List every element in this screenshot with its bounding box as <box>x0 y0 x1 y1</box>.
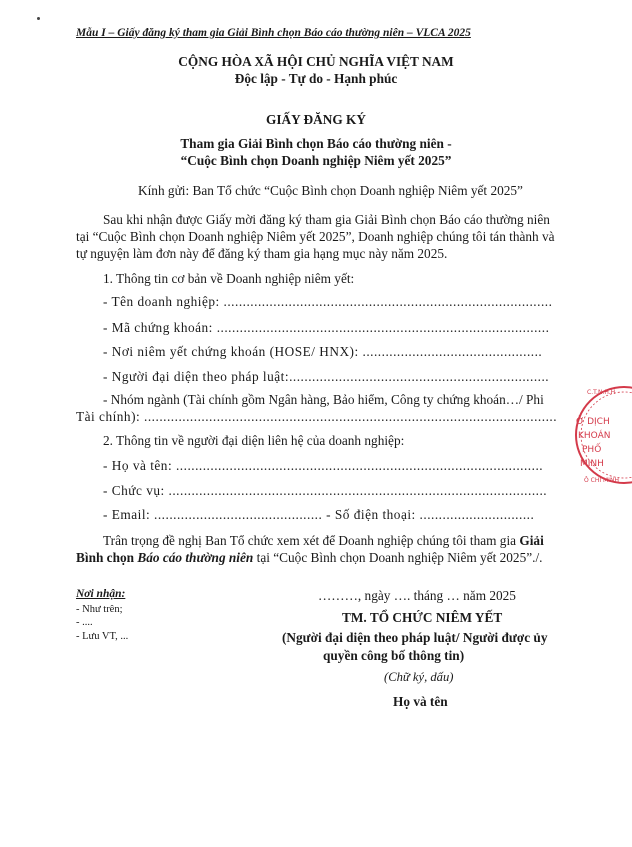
field-stock-code: - Mã chứng khoán: ....................................................................................... <box>103 320 550 335</box>
stamp-line: MINH <box>580 459 604 469</box>
field-contact-name: - Họ và tên: ................................................................................................ <box>103 458 544 473</box>
intro-line-1: Sau khi nhận được Giấy mời đăng ký tham gia Giải Bình chọn Báo cáo thường niên <box>103 212 550 227</box>
subtitle-line-2: “Cuộc Bình chọn Doanh nghiệp Niêm yết 2025” <box>180 153 452 168</box>
stamp-line: PHỐ <box>582 445 602 455</box>
recipient-item: - Lưu VT, ... <box>76 631 129 642</box>
closing-bold-italic: Báo cáo thường niên <box>137 550 254 565</box>
closing-text: Trân trọng đề nghị Ban Tổ chức xem xét để Doanh nghiệp chúng tôi tham gia <box>103 533 520 548</box>
name-label: Họ và tên <box>393 694 448 709</box>
svg-text:C.T.N.H.H: C.T.N.H.H <box>587 389 616 396</box>
closing-bold-2: Bình chọn <box>76 550 138 565</box>
signer-role-line-2: quyền công bố thông tin) <box>323 648 465 663</box>
date-line: ………, ngày …. tháng … năm 2025 <box>318 588 516 603</box>
field-industry-line-1: - Nhóm ngành (Tài chính gồm Ngân hàng, Bảo hiểm, Công ty chứng khoán…/ Phi <box>103 392 544 407</box>
form-header: Mẫu I – Giấy đăng ký tham gia Giải Bình chọn Báo cáo thường niên – VLCA 2025 <box>76 27 471 39</box>
addressee: Kính gửi: Ban Tổ chức “Cuộc Bình chọn Doanh nghiệp Niêm yết 2025” <box>138 183 523 198</box>
closing-line-1 <box>103 533 544 549</box>
company-seal-stamp <box>574 380 632 490</box>
signer-title: TM. TỔ CHỨC NIÊM YẾT <box>342 610 503 625</box>
intro-line-3: tự nguyện làm đơn này để đăng ký tham gia hạng mục này năm 2025. <box>76 246 448 261</box>
field-email-phone: - Email: ............................................ - Số điện thoại: .............................. <box>103 507 535 522</box>
document-title: GIẤY ĐĂNG KÝ <box>266 112 366 127</box>
nation-title: CỘNG HÒA XÃ HỘI CHỦ NGHĨA VIỆT NAM <box>178 54 454 69</box>
signer-role-line-1: (Người đại diện theo pháp luật/ Người được ủy <box>282 630 548 645</box>
signature-note: (Chữ ký, dấu) <box>384 670 454 684</box>
field-legal-rep: - Người đại diện theo pháp luật:.................................................................... <box>103 369 550 384</box>
recipient-item: - Như trên; <box>76 604 123 615</box>
stamp-line: KHOÁN <box>578 431 611 441</box>
field-company-name: - Tên doanh nghiệp: ...................................................................................... <box>103 294 553 309</box>
scan-dot <box>37 17 40 20</box>
svg-text:Ô CHÍ MINH: Ô CHÍ MINH <box>584 477 619 484</box>
motto: Độc lập - Tự do - Hạnh phúc <box>234 71 398 86</box>
closing-text-2: tại “Cuộc Bình chọn Doanh nghiệp Niêm yết 2025”./. <box>253 550 543 565</box>
field-exchange: - Nơi niêm yết chứng khoán (HOSE/ HNX): ............................................... <box>103 344 543 359</box>
recipients-title: Nơi nhận: <box>76 588 126 600</box>
stamp-line: Ở DỊCH <box>576 417 610 427</box>
field-industry-line-2: Tài chính): ............................................................................................................ <box>76 409 558 424</box>
recipient-item: - .... <box>76 617 93 628</box>
field-position: - Chức vụ: ................................................................................................... <box>103 483 548 498</box>
intro-line-2: tại “Cuộc Bình chọn Doanh nghiệp Niêm yết 2025”, Doanh nghiệp chúng tôi tán thành và <box>76 229 555 244</box>
closing-bold: Giải <box>519 533 544 548</box>
section-1-heading: 1. Thông tin cơ bản về Doanh nghiệp niêm yết: <box>103 271 355 286</box>
subtitle-line-1: Tham gia Giải Bình chọn Báo cáo thường niên - <box>180 136 452 151</box>
section-2-heading: 2. Thông tin về người đại diện liên hệ của doanh nghiệp: <box>103 433 405 448</box>
closing-line-2 <box>76 550 542 566</box>
